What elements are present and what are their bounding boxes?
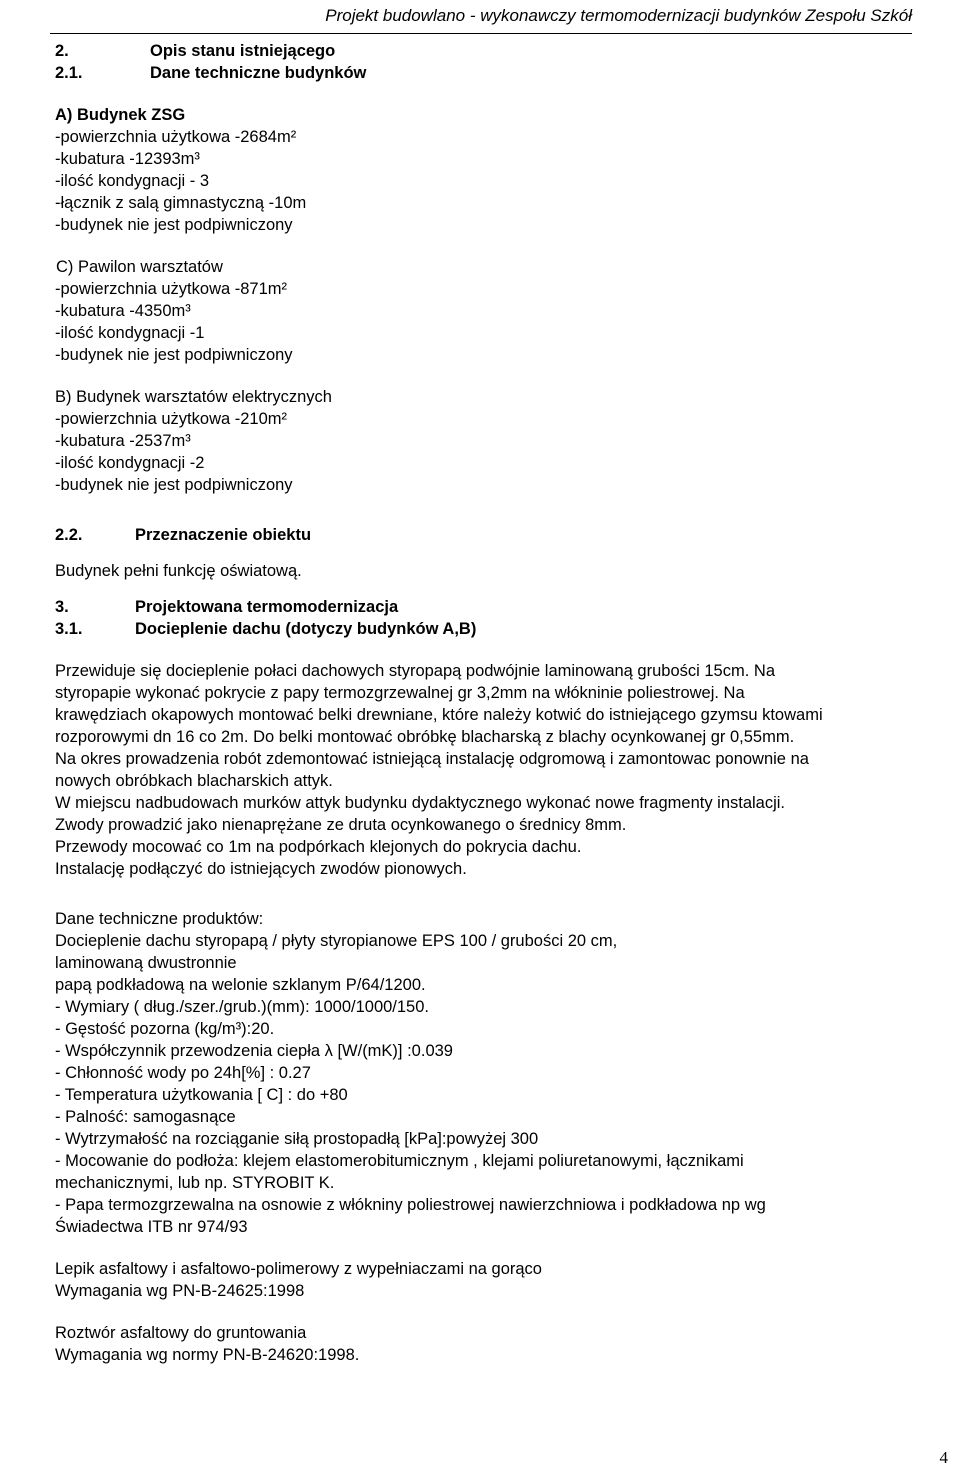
- product-line: - Wymiary ( dług./szer./grub.)(mm): 1000/1000/150.: [55, 998, 429, 1016]
- building-c-line: -powierzchnia użytkowa -871m²: [55, 280, 288, 298]
- product-line: - Gęstość pozorna (kg/m³):20.: [55, 1020, 275, 1038]
- subsection-title: Dane techniczne budynków: [150, 64, 367, 82]
- paragraph-line: Zwody prowadzić jako nienaprężane ze druta ocynkowanego o średnicy 8mm.: [55, 816, 627, 834]
- purpose-text: Budynek pełni funkcję oświatową.: [55, 562, 302, 580]
- page-number: 4: [939, 1448, 948, 1467]
- header-rule: [50, 33, 912, 34]
- paragraph-line: W miejscu nadbudowach murków attyk budynku dydaktycznego wykonać nowe fragmenty instalacji.: [55, 794, 786, 812]
- product-line: - Wytrzymałość na rozciąganie siłą prostopadłą [kPa]:powyżej 300: [55, 1130, 539, 1148]
- product-line: Docieplenie dachu styropapą / płyty styropianowe EPS 100 / grubości 20 cm,: [55, 932, 618, 950]
- building-c-line: -kubatura -4350m³: [55, 302, 191, 320]
- paragraph-line: nowych obróbkach blacharskich attyk.: [55, 772, 333, 790]
- product-line: papą podkładową na welonie szklanym P/64/1200.: [55, 976, 426, 994]
- building-b-line: -kubatura -2537m³: [55, 432, 191, 450]
- roztwor-title: Roztwór asfaltowy do gruntowania: [55, 1324, 307, 1342]
- paragraph-line: styropapie wykonać pokrycie z papy termozgrzewalnej gr 3,2mm na włókninie poliestrowej. Na: [55, 684, 745, 702]
- building-a-title: A) Budynek ZSG: [55, 106, 186, 124]
- building-a-line: -ilość kondygnacji - 3: [55, 172, 210, 190]
- building-a-line: -powierzchnia użytkowa -2684m²: [55, 128, 297, 146]
- product-line: - Współczynnik przewodzenia ciepła λ [W/(mK)] :0.039: [55, 1042, 453, 1060]
- product-line: - Mocowanie do podłoża: klejem elastomerobitumicznym , klejami poliuretanowymi, łącznikami: [55, 1152, 744, 1170]
- building-b-line: -ilość kondygnacji -2: [55, 454, 205, 472]
- building-b-line: -budynek nie jest podpiwniczony: [55, 476, 293, 494]
- building-a-line: -budynek nie jest podpiwniczony: [55, 216, 293, 234]
- paragraph-line: rozporowymi dn 16 co 2m. Do belki montować obróbkę blacharską z blachy ocynkowanej gr 0,55mm.: [55, 728, 795, 746]
- paragraph-line: krawędziach okapowych montować belki drewniane, które należy kotwić do istniejącego gzymsu ktowami: [55, 706, 823, 724]
- paragraph-line: Instalację podłączyć do istniejących zwodów pionowych.: [55, 860, 467, 878]
- page-header: Projekt budowlano - wykonawczy termomodernizacji budynków Zespołu Szkół: [325, 6, 912, 25]
- product-line: - Chłonność wody po 24h[%] : 0.27: [55, 1064, 311, 1082]
- subsection-title: Docieplenie dachu (dotyczy budynków A,B): [135, 620, 477, 638]
- subsection-number: 3.1.: [55, 620, 83, 638]
- products-heading: Dane techniczne produktów:: [55, 910, 264, 928]
- building-b-line: -powierzchnia użytkowa -210m²: [55, 410, 288, 428]
- subsection-title: Przeznaczenie obiektu: [135, 526, 312, 544]
- roztwor-requirement: Wymagania wg normy PN-B-24620:1998.: [55, 1346, 360, 1364]
- building-b-title: B) Budynek warsztatów elektrycznych: [55, 388, 332, 406]
- product-line: laminowaną dwustronnie: [55, 954, 237, 972]
- product-line: Świadectwa ITB nr 974/93: [55, 1218, 248, 1236]
- paragraph-line: Na okres prowadzenia robót zdemontować istniejącą instalację odgromową i zamontowac ponownie na: [55, 750, 809, 768]
- section-number: 3.: [55, 598, 69, 616]
- page-content: [55, 40, 925, 1366]
- section-number: 2.: [55, 42, 69, 60]
- building-a-line: -łącznik z salą gimnastyczną -10m: [55, 194, 307, 212]
- building-a-line: -kubatura -12393m³: [55, 150, 200, 168]
- lepik-title: Lepik asfaltowy i asfaltowo-polimerowy z wypełniaczami na gorąco: [55, 1260, 542, 1278]
- paragraph-line: Przewiduje się docieplenie połaci dachowych styropapą podwójnie laminowaną grubości 15cm. Na: [55, 662, 775, 680]
- subsection-number: 2.1.: [55, 64, 83, 82]
- product-line: - Papa termozgrzewalna na osnowie z włókniny poliestrowej nawierzchniowa i podkładowa np wg: [55, 1196, 766, 1214]
- building-c-line: -ilość kondygnacji -1: [55, 324, 205, 342]
- product-line: mechanicznymi, lub np. STYROBIT K.: [55, 1174, 335, 1192]
- lepik-requirement: Wymagania wg PN-B-24625:1998: [55, 1282, 305, 1300]
- section-title: Projektowana termomodernizacja: [135, 598, 399, 616]
- product-line: - Temperatura użytkowania [ C] : do +80: [55, 1086, 348, 1104]
- subsection-number: 2.2.: [55, 526, 83, 544]
- building-c-line: -budynek nie jest podpiwniczony: [55, 346, 293, 364]
- section-heading: [55, 40, 925, 62]
- section-heading: [55, 596, 925, 618]
- paragraph-line: Przewody mocować co 1m na podpórkach klejonych do pokrycia dachu.: [55, 838, 582, 856]
- subsection-heading: [55, 524, 925, 546]
- subsection-heading: [55, 618, 925, 640]
- product-line: - Palność: samogasnące: [55, 1108, 236, 1126]
- section-title: Opis stanu istniejącego: [150, 42, 336, 60]
- building-c-title: C) Pawilon warsztatów: [56, 258, 223, 276]
- subsection-heading: [55, 62, 925, 84]
